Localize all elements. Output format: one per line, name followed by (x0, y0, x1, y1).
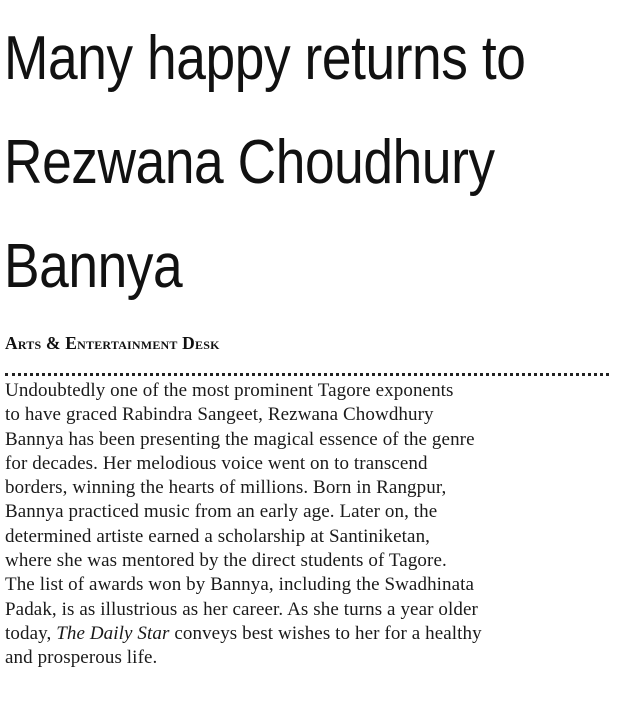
body-line: Padak, is as illustrious as her career. As she turns a year older (5, 598, 478, 620)
body-line: borders, winning the hearts of millions. Born in Rangpur, (5, 477, 447, 499)
dotted-divider (5, 373, 609, 376)
body-line: to have graced Rabindra Sangeet, Rezwana Chowdhury (5, 404, 434, 426)
body-line: Undoubtedly one of the most prominent Tagore exponents (5, 380, 454, 401)
body-text-fragment: conveys best wishes to her for a healthy (169, 622, 482, 644)
body-line: Bannya practiced music from an early age. Later on, the (5, 501, 438, 523)
body-line: determined artiste earned a scholarship at Santiniketan, (5, 525, 431, 547)
headline-line-2: Rezwana Choudhury (4, 128, 495, 197)
headline-line-3: Bannya (4, 232, 183, 301)
publication-name: The Daily Star (56, 622, 170, 644)
article-body (5, 379, 641, 671)
headline-line-1: Many happy returns to (4, 24, 526, 93)
body-line-with-publication (5, 622, 641, 646)
body-text-fragment: today, (5, 622, 57, 644)
body-line: Bannya has been presenting the magical essence of the genre (5, 428, 475, 450)
body-line: and prosperous life. (5, 647, 158, 669)
byline: Arts & Entertainment Desk (5, 333, 220, 353)
body-line: The list of awards won by Bannya, including the Swadhinata (5, 574, 475, 596)
body-line: for decades. Her melodious voice went on to transcend (5, 452, 428, 474)
body-line: where she was mentored by the direct students of Tagore. (5, 550, 447, 572)
